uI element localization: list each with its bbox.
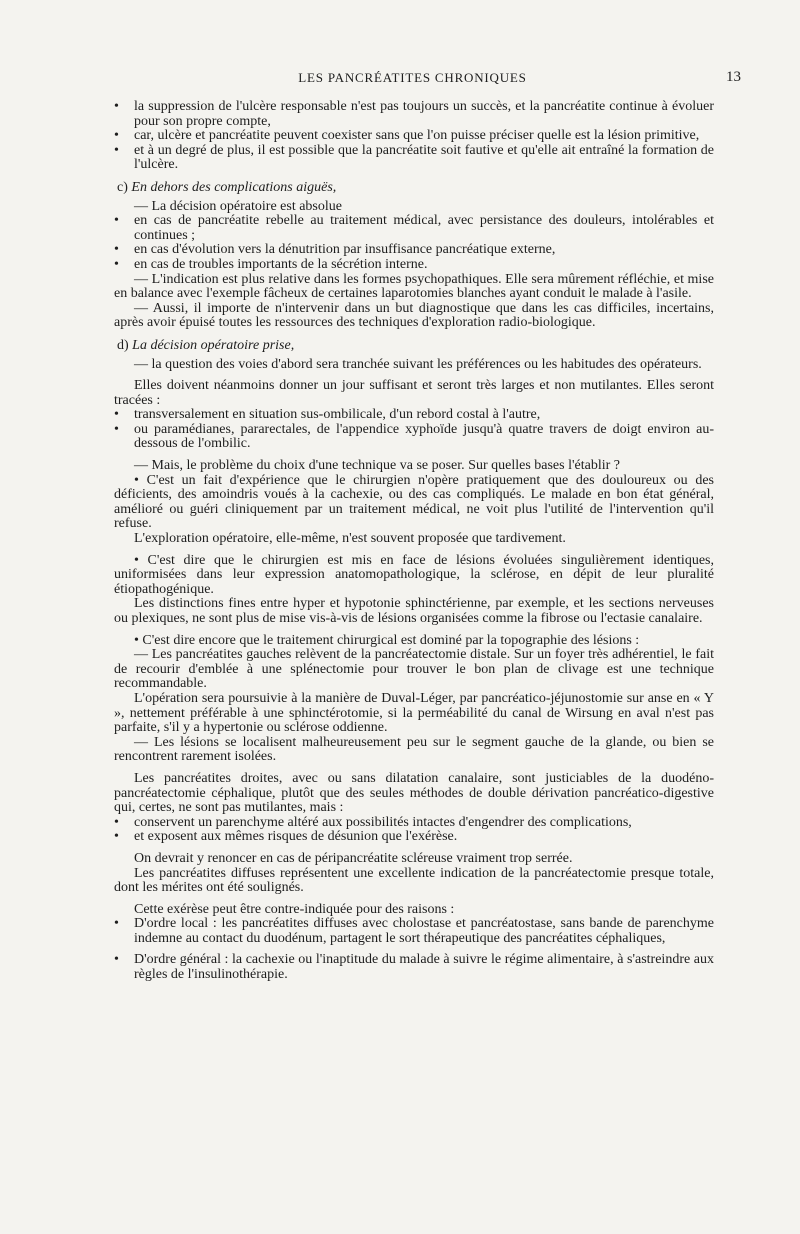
bullet-item bbox=[114, 100, 714, 129]
bullet-item bbox=[114, 144, 714, 173]
document-body bbox=[114, 100, 714, 983]
bullet-icon: • bbox=[114, 213, 119, 229]
paragraph: L'opération sera poursuivie à la manière de Duval-Léger, par pancréatico-jéjunostomie sur anse en « Y », nettement préférable à une sphinctérotomie, si la perméabilité du canal de Wirsung en aval n'est pas parfaite, s'il y a hypertonie ou sclérose oddienne. bbox=[114, 690, 714, 736]
bullet-icon: • bbox=[114, 814, 119, 830]
paragraph: — La décision opératoire est absolue bbox=[134, 198, 342, 214]
bullet-item bbox=[114, 830, 714, 845]
bullet-item bbox=[114, 917, 714, 946]
running-header: LES PANCRÉATITES CHRONIQUES bbox=[298, 70, 527, 85]
bullet-text: la suppression de l'ulcère responsable n'est pas toujours un succès, et la pancréatite continue à évoluer pour son propre compte, bbox=[134, 99, 714, 129]
bullet-item bbox=[114, 129, 714, 144]
bullet-item bbox=[114, 953, 714, 982]
paragraph: L'exploration opératoire, elle-même, n'est souvent proposée que tardivement. bbox=[134, 531, 566, 547]
paragraph: — Aussi, il importe de n'intervenir dans un but diagnostique que dans les cas difficiles, incertains, après avoir épuisé toutes les ressources des techniques d'exploration radio-biologique. bbox=[114, 300, 714, 331]
section-heading bbox=[114, 339, 714, 354]
paragraph: — la question des voies d'abord sera tranchée suivant les préférences ou les habitudes des opérateurs. bbox=[134, 356, 702, 372]
bullet-item bbox=[114, 258, 714, 273]
bullet-text: en cas de pancréatite rebelle au traitement médical, avec persistance des douleurs, intolérables et continues ; bbox=[134, 213, 714, 243]
bullet-text: et exposent aux mêmes risques de désunion que l'exérèse. bbox=[134, 829, 458, 845]
bullet-icon: • bbox=[114, 916, 119, 932]
bullet-text: car, ulcère et pancréatite peuvent coexister sans que l'on puisse préciser quelle est la lésion primitive, bbox=[134, 128, 700, 144]
section-title: La décision opératoire prise, bbox=[132, 337, 295, 353]
paragraph: — L'indication est plus relative dans les formes psychopathiques. Elle sera mûrement réfléchie, et mise en balance avec l'exemple fâcheux de certaines laparotomies blanches ayant conduit le malade à l'asile. bbox=[114, 271, 714, 302]
bullet-item bbox=[114, 816, 714, 831]
section-letter: c) bbox=[117, 179, 128, 195]
paragraph: Les pancréatites diffuses représentent une excellente indication de la pancréatectomie presque totale, dont les mérites ont été soulignés. bbox=[114, 865, 714, 896]
bullet-icon: • bbox=[114, 99, 119, 114]
bullet-item bbox=[114, 408, 714, 423]
paragraph: — Mais, le problème du choix d'une technique va se poser. Sur quelles bases l'établir ? bbox=[134, 458, 620, 474]
bullet-text: en cas de troubles importants de la sécrétion interne. bbox=[134, 256, 428, 272]
paragraph: Les pancréatites droites, avec ou sans dilatation canalaire, sont justiciables de la duodéno-pancréatectomie céphalique, plutôt que des seules méthodes de double dérivation pancréatico-digestive qui, certes, ne sont pas mutilantes, mais : bbox=[114, 770, 714, 816]
bullet-icon: • bbox=[114, 142, 119, 158]
paragraph: Elles doivent néanmoins donner un jour suffisant et seront très larges et non mutilantes. Elles seront tracées : bbox=[114, 378, 714, 408]
bullet-icon: • bbox=[114, 407, 119, 423]
bullet-text: D'ordre général : la cachexie ou l'inaptitude du malade à suivre le régime alimentaire, à s'astreindre aux règles de l'insulinothérapie. bbox=[134, 952, 714, 983]
paragraph: Les distinctions fines entre hyper et hypotonie sphinctérienne, par exemple, et les sections nerveuses ou plexiques, ne sont plus de mise vis-à-vis de lésions organisées comme la fibrose ou l'ectasie canalaire. bbox=[114, 596, 714, 626]
paragraph: • C'est dire que le chirurgien est mis en face de lésions évoluées singulièrement identiques, uniformisées dans leur expression anatomopathologique, la sclérose, en dépit de leur pluralité étiopathogénique. bbox=[114, 552, 714, 597]
bullet-text: en cas d'évolution vers la dénutrition par insuffisance pancréatique externe, bbox=[134, 242, 556, 258]
bullet-text: conservent un parenchyme altéré aux possibilités intactes d'engendrer des complications, bbox=[134, 814, 632, 830]
paragraph: — Les lésions se localisent malheureusement peu sur le segment gauche de la glande, ou bien se rencontrent rarement isolées. bbox=[114, 734, 714, 765]
paragraph: Cette exérèse peut être contre-indiquée pour des raisons : bbox=[134, 901, 455, 917]
bullet-icon: • bbox=[114, 242, 119, 258]
bullet-text: transversalement en situation sus-ombilicale, d'un rebord costal à l'autre, bbox=[134, 407, 541, 423]
paragraph: — Les pancréatites gauches relèvent de la pancréatectomie distale. Sur un foyer très adhérentiel, le fait de recourir d'emblée à une splénectomie pour trouver le bon plan de clivage est une technique recommandable. bbox=[114, 647, 714, 692]
bullet-item bbox=[114, 423, 714, 452]
section-title: En dehors des complications aiguës, bbox=[131, 179, 337, 195]
paragraph: • C'est dire encore que le traitement chirurgical est dominé par la topographie des lésions : bbox=[134, 632, 640, 648]
section-heading bbox=[114, 181, 714, 196]
section-letter: d) bbox=[117, 337, 129, 353]
bullet-text: et à un degré de plus, il est possible que la pancréatite soit fautive et qu'elle ait entraîné la formation de l'ulcère. bbox=[134, 142, 714, 173]
paragraph: On devrait y renoncer en cas de péripancréatite scléreuse vraiment trop serrée. bbox=[134, 850, 573, 866]
bullet-item bbox=[114, 214, 714, 243]
bullet-icon: • bbox=[114, 256, 119, 272]
bullet-item bbox=[114, 243, 714, 258]
bullet-icon: • bbox=[114, 421, 119, 437]
bullet-icon: • bbox=[114, 952, 119, 968]
bullet-text: D'ordre local : les pancréatites diffuses avec cholostase et pancréatostase, sans bande de parenchyme indemne au contact du duodénum, partagent le sort thérapeutique des pancréatites céphaliques, bbox=[134, 916, 714, 946]
bullet-icon: • bbox=[114, 128, 119, 144]
bullet-icon: • bbox=[114, 829, 119, 845]
paragraph: • C'est un fait d'expérience que le chirurgien n'opère pratiquement que des douloureux ou des déficients, des amoindris voués à la cachexie, ou des cas compliqués. Le malade en bon état général, amélioré ou guéri cliniquement par un traitement médical, ne voit plus l'utilité de l'intervention qu'il refuse. bbox=[114, 472, 714, 532]
bullet-text: ou paramédianes, pararectales, de l'appendice xyphoïde jusqu'à quatre travers de doigt environ au-dessous de l'ombilic. bbox=[134, 421, 714, 452]
page-number: 13 bbox=[726, 69, 741, 85]
